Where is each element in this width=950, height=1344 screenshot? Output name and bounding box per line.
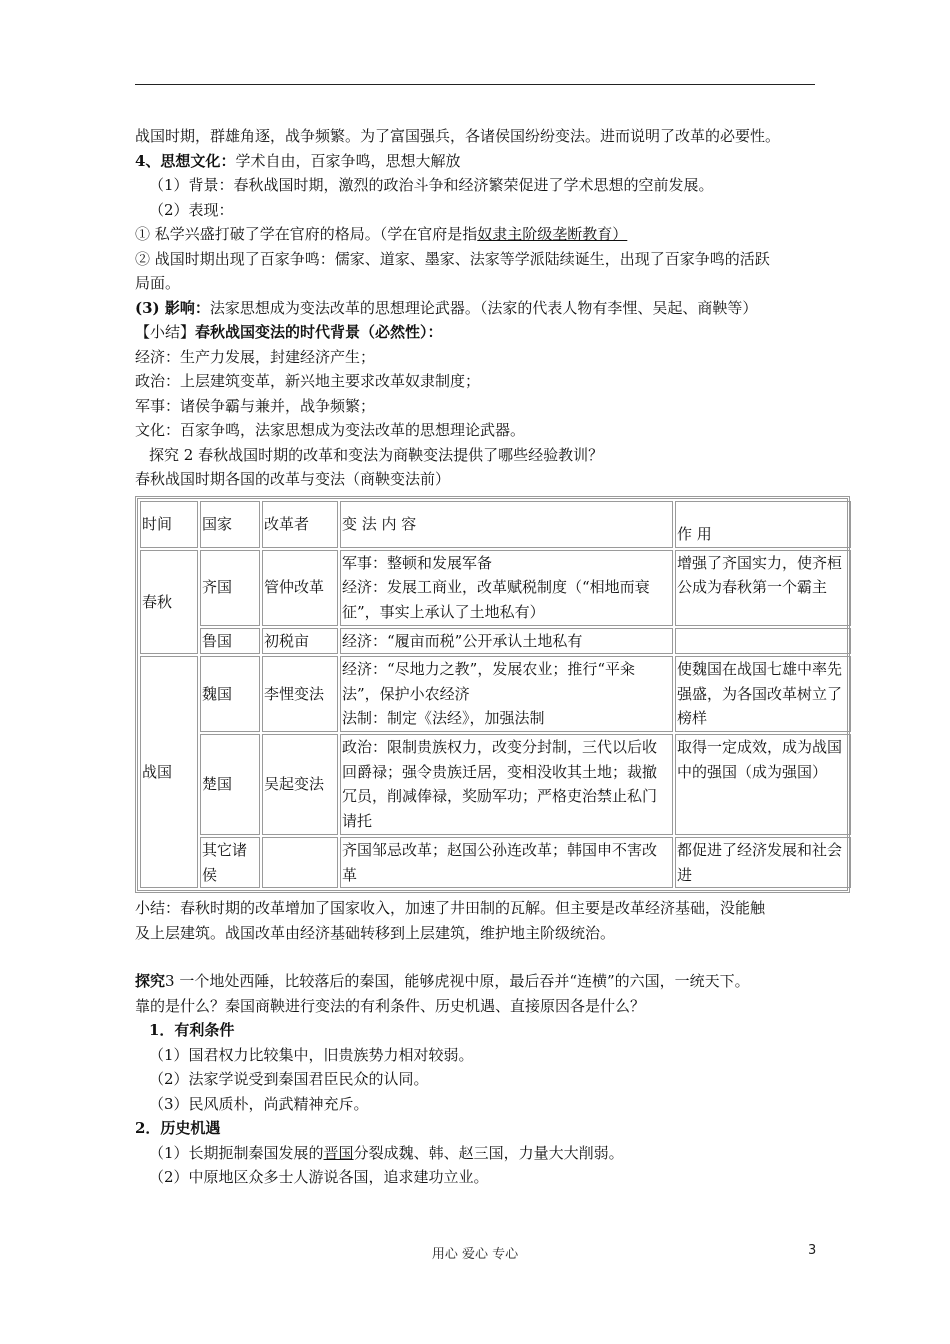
spacer xyxy=(135,945,825,969)
country-cell: 魏国 xyxy=(200,656,260,732)
header-effect: 作 用 xyxy=(675,501,851,548)
period-cell-chunqiu: 春秋 xyxy=(140,550,198,655)
background-line: （1）背景：春秋战国时期，激烈的政治斗争和经济繁荣促进了学术思想的空前发展。 xyxy=(149,176,714,194)
content-cell: 政治：限制贵族权力，改变分封制，三代以后收回爵禄；强令贵族迁居，变相没收其土地；裁撤冗员，削减俸禄，奖励军功；严格吏治禁止私门请托 xyxy=(340,734,673,835)
table-row xyxy=(140,550,851,626)
country-cell: 齐国 xyxy=(200,550,260,626)
point-2-line-a: ② 战国时期出现了百家争鸣：儒家、道家、墨家、法家等学派陆续诞生，出现了百家争鸣的活跃 xyxy=(135,249,770,268)
reformer-cell xyxy=(262,837,338,888)
header-time: 时间 xyxy=(140,501,198,548)
reformer-cell: 初税亩 xyxy=(262,628,338,655)
content-cell: 军事：整顿和发展军备 经济：发展工商业，改革赋税制度（“相地而衰征”，事实上承认了土地私有） xyxy=(340,550,673,626)
point-2-line-b: 局面。 xyxy=(135,274,181,292)
header-rule xyxy=(135,84,815,85)
country-cell: 楚国 xyxy=(200,734,260,835)
intro-paragraph: 战国时期，群雄角逐，战争频繁。为了富国强兵，各诸侯国纷纷变法。进而说明了改革的必要性。 xyxy=(135,127,781,145)
page-content xyxy=(135,124,843,1190)
table-row xyxy=(140,734,851,835)
table-row xyxy=(140,628,851,655)
header-reformer: 改革者 xyxy=(262,501,338,548)
summary-tag: 【小结】 xyxy=(135,323,196,341)
question-3-text: 3 一个地处西陲，比较落后的秦国，能够虎视中原，最后吞并“连横”的六国，一统天下。 xyxy=(165,972,750,990)
effect-cell xyxy=(675,628,851,655)
summary-line: 文化：百家争鸣，法家思想成为变法改革的思想理论武器。 xyxy=(135,421,526,439)
summary-line: 军事：诸侯争霸与兼并，战争频繁； xyxy=(135,396,376,415)
country-cell: 其它诸侯 xyxy=(200,837,260,888)
opportunity-item-1-pre: （1）长期扼制秦国发展的 xyxy=(149,1143,324,1162)
header-content: 变 法 内 容 xyxy=(340,501,673,548)
section-4-title: 4、思想文化： xyxy=(135,151,236,170)
question-3-line-b: 靠的是什么？秦国商鞅进行变法的有利条件、历史机遇、直接原因各是什么？ xyxy=(135,996,646,1015)
country-cell: 鲁国 xyxy=(200,628,260,655)
opportunity-item-1-underline: 晋国 xyxy=(323,1143,354,1162)
reformer-cell: 吴起变法 xyxy=(262,734,338,835)
opportunity-item-1-post: 分裂成魏、韩、赵三国，力量大大削弱。 xyxy=(353,1143,624,1162)
table-summary-a: 小结：春秋时期的改革增加了国家收入，加速了井田制的瓦解。但主要是改革经济基础，没能触 xyxy=(135,899,766,917)
table-summary-b: 及上层建筑。战国改革由经济基础转移到上层建筑，维护地主阶级统治。 xyxy=(135,923,616,942)
favorable-title: 1．有利条件 xyxy=(149,1021,235,1039)
summary-heading xyxy=(135,320,825,345)
point-1-underline: 奴隶主阶级垄断教育） xyxy=(477,225,628,243)
table-row xyxy=(140,656,851,732)
section-4-heading xyxy=(135,149,825,174)
opportunity-title: 2．历史机遇 xyxy=(135,1119,221,1137)
section-4-subtitle: 学术自由，百家争鸣，思想大解放 xyxy=(235,151,461,170)
table-header-row xyxy=(140,501,851,548)
impact-line xyxy=(135,296,825,321)
summary-title: 春秋战国变法的时代背景（必然性）： xyxy=(195,323,443,341)
reformer-cell: 管仲改革 xyxy=(262,550,338,626)
impact-text: 法家思想成为变法改革的思想理论武器。（法家的代表人物有李悝、吴起、商鞅等） xyxy=(209,298,758,317)
biaoxian-line: （2）表现： xyxy=(149,200,234,219)
question-3-line-a xyxy=(135,969,825,994)
reformer-cell: 李悝变法 xyxy=(262,656,338,732)
question-2: 探究 2 春秋战国时期的改革和变法为商鞅变法提供了哪些经验教训？ xyxy=(149,445,604,464)
favorable-item: （3）民风质朴，尚武精神充斥。 xyxy=(149,1094,369,1113)
point-1 xyxy=(135,222,825,247)
summary-line: 政治：上层建筑变革，新兴地主要求改革奴隶制度； xyxy=(135,372,481,390)
effect-cell: 增强了齐国实力，使齐桓公成为春秋第一个霸主 xyxy=(675,550,851,626)
table-caption: 春秋战国时期各国的改革与变法（商鞅变法前） xyxy=(135,470,451,488)
effect-cell: 取得一定成效，成为战国中的强国（成为强国） xyxy=(675,734,851,835)
summary-line: 经济：生产力发展，封建经济产生； xyxy=(135,347,376,366)
favorable-item: （2）法家学说受到秦国君臣民众的认同。 xyxy=(149,1070,429,1088)
opportunity-item: （2）中原地区众多士人游说各国，追求建功立业。 xyxy=(149,1168,489,1186)
content-cell: 齐国邹忌改革；赵国公孙连改革；韩国申不害改革 xyxy=(340,837,673,888)
effect-cell: 使魏国在战国七雄中率先强盛，为各国改革树立了榜样 xyxy=(675,656,851,732)
point-1-text: ① 私学兴盛打破了学在官府的格局。（学在官府是指 xyxy=(135,225,478,243)
footer-motto: 用心 爱心 专心 xyxy=(431,1247,519,1262)
content-cell: 经济：“履亩而税”公开承认土地私有 xyxy=(340,628,673,655)
period-cell-zhanguo: 战国 xyxy=(140,656,198,888)
reform-table xyxy=(135,496,850,894)
content-cell: 经济：“尽地力之教”，发展农业；推行“平籴法”，保护小农经济 法制：制定《法经》，加强法制 xyxy=(340,656,673,732)
effect-cell: 都促进了经济发展和社会进 xyxy=(675,837,851,888)
favorable-item: （1）国君权力比较集中，旧贵族势力相对较弱。 xyxy=(149,1045,474,1064)
opportunity-item xyxy=(135,1141,825,1166)
page-number: 3 xyxy=(808,1243,817,1258)
header-country: 国家 xyxy=(200,501,260,548)
impact-label: (3) 影响： xyxy=(135,298,210,317)
question-3-label: 探究 xyxy=(135,972,166,990)
table-row xyxy=(140,837,851,888)
